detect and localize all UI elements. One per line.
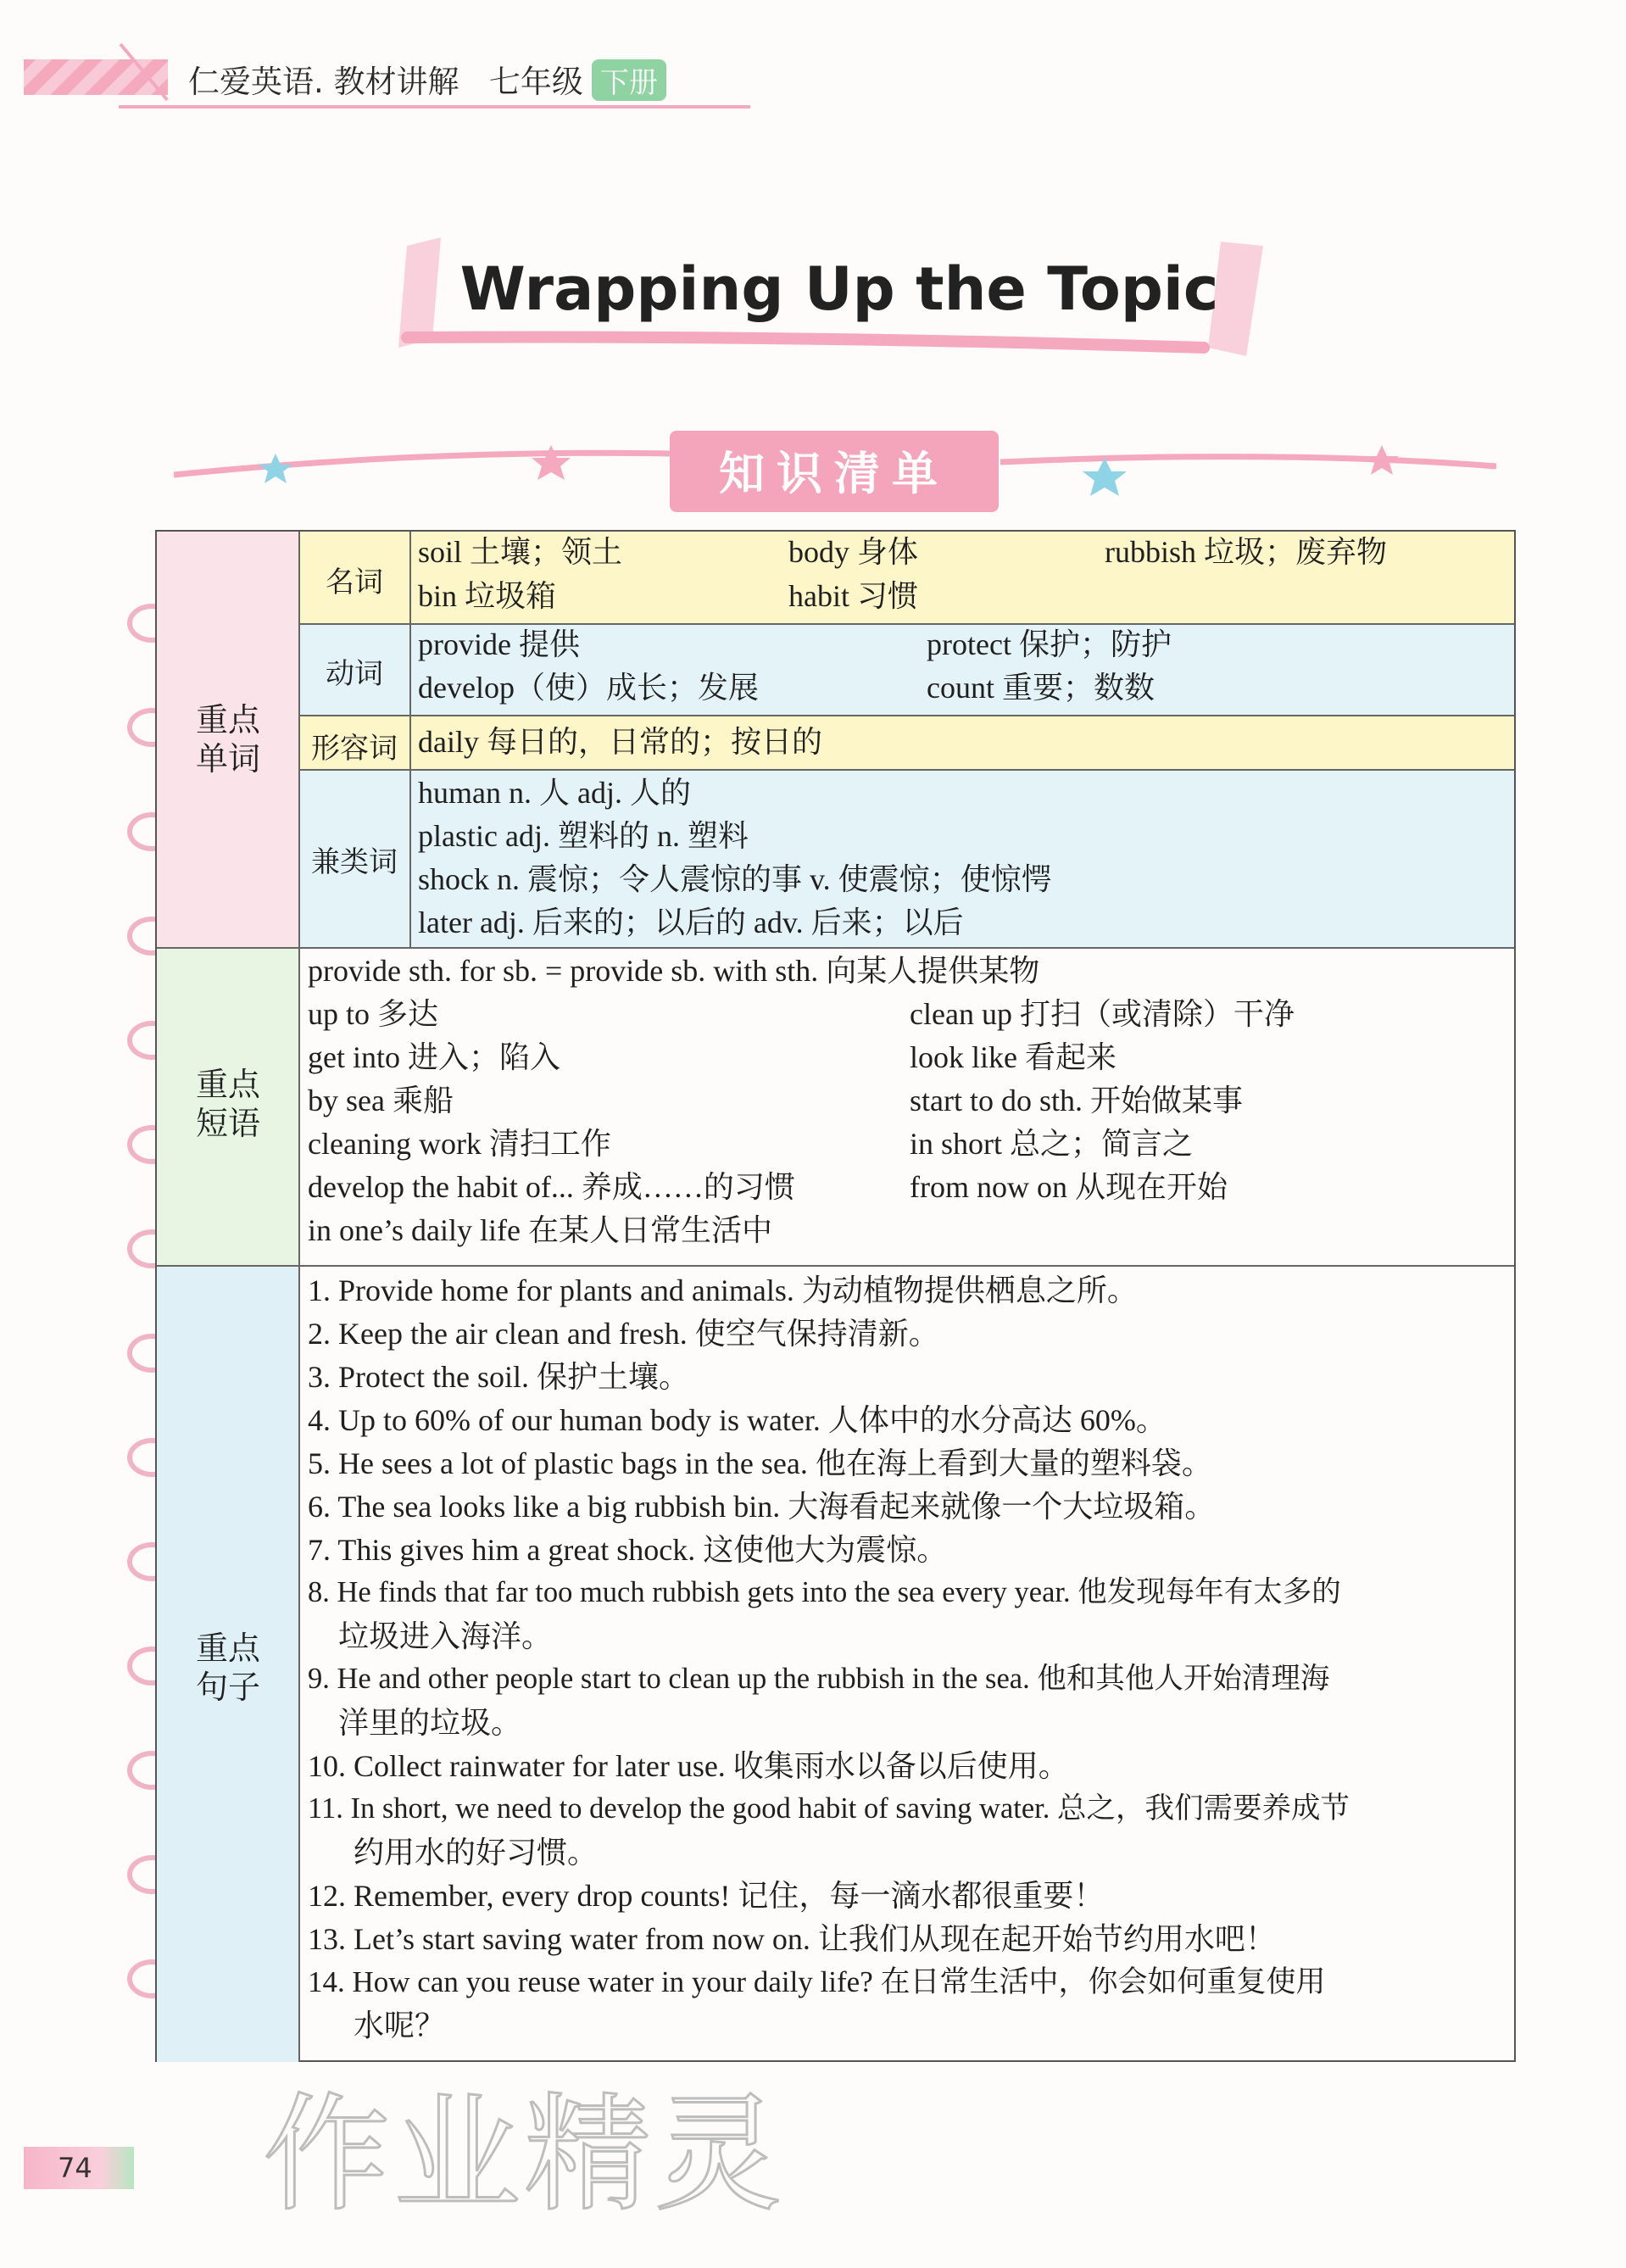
watermark: 作业精灵: [263, 2081, 786, 2229]
sentences-category: 重点 句子: [195, 1630, 260, 1706]
sentence-line: 13. Let’s start saving water from now on. 让我们从现在起开始节约用水吧！: [308, 1922, 1276, 1956]
phrase-item: in one’s daily life 在某人日常生活中: [308, 1213, 772, 1247]
sentence-line: 约用水的好习惯。: [354, 1836, 599, 1870]
word-item: bin 垃圾箱: [418, 579, 557, 613]
multi-label: 兼类词: [311, 847, 398, 878]
divider: [298, 715, 1514, 716]
divider: [409, 532, 411, 947]
word-item: develop（使）成长；发展: [418, 671, 759, 705]
word-item: shock n. 震惊；令人震惊的事 v. 使震惊；使惊愕: [418, 862, 1052, 896]
phrase-item: clean up 打扫（或清除）干净: [910, 997, 1295, 1031]
phrases-category: 重点 短语: [195, 1066, 260, 1142]
sentence-line: 1. Provide home for plants and animals. 为动植物提供栖息之所。: [308, 1273, 1138, 1307]
word-item: protect 保护；防护: [927, 627, 1172, 661]
sentence-line: 5. He sees a lot of plastic bags in the sea. 他在海上看到大量的塑料袋。: [308, 1446, 1212, 1480]
sentence-line: 2. Keep the air clean and fresh. 使空气保持清新。: [308, 1317, 939, 1351]
sentence-line: 11. In short, we need to develop the good habit of saving water. 总之，我们需要养成节: [308, 1792, 1350, 1825]
sentence-line: 10. Collect rainwater for later use. 收集雨水以备以后使用。: [308, 1749, 1069, 1783]
word-item: human n. 人 adj. 人的: [418, 776, 691, 810]
divider: [157, 947, 1514, 949]
page-number: 74: [58, 2152, 92, 2184]
sentence-line: 3. Protect the soil. 保护土壤。: [308, 1360, 689, 1394]
phrase-item: get into 进入；陷入: [308, 1040, 560, 1074]
phrase-item: in short 总之；简言之: [910, 1127, 1194, 1161]
word-item: plastic adj. 塑料的 n. 塑料: [418, 819, 749, 853]
word-item: later adj. 后来的；以后的 adv. 后来；以后: [418, 906, 964, 939]
divider: [157, 1265, 1514, 1267]
word-item: provide 提供: [418, 627, 580, 661]
divider: [298, 769, 1514, 771]
word-item: daily 每日的，日常的；按日的: [418, 725, 822, 759]
adj-label: 形容词: [311, 733, 398, 765]
divider: [298, 623, 1514, 625]
noun-label: 名词: [326, 567, 383, 599]
section-title: 知识清单: [719, 447, 949, 500]
words-category: 重点 单词: [195, 701, 260, 777]
sentence-line: 14. How can you reuse water in your daily life? 在日常生活中，你会如何重复使用: [308, 1965, 1326, 1998]
phrase-item: develop the habit of... 养成……的习惯: [308, 1170, 795, 1204]
sentence-line: 9. He and other people start to clean up the rubbish in the sea. 他和其他人开始清理海: [308, 1663, 1330, 1695]
phrase-item: start to do sth. 开始做某事: [910, 1084, 1243, 1117]
sentence-line: 8. He finds that far too much rubbish gets into the sea every year. 他发现每年有太多的: [308, 1576, 1341, 1608]
phrase-item: look like 看起来: [910, 1040, 1116, 1074]
word-item: soil 土壤；领土: [418, 535, 623, 569]
phrase-item: provide sth. for sb. = provide sb. with sth. 向某人提供某物: [308, 954, 1040, 988]
sentence-line: 洋里的垃圾。: [338, 1706, 522, 1740]
sentence-line: 12. Remember, every drop counts! 记住，每一滴水都很重要！: [308, 1879, 1105, 1913]
sentence-line: 水呢？: [354, 2009, 446, 2042]
sentence-line: 4. Up to 60% of our human body is water. 人体中的水分高达 60%。: [308, 1403, 1167, 1437]
word-item: body 身体: [788, 535, 919, 569]
sentence-line: 6. The sea looks like a big rubbish bin. 大海看起来就像一个大垃圾箱。: [308, 1490, 1216, 1524]
word-item: count 重要；数数: [927, 671, 1155, 705]
grade-label: 七年级: [488, 64, 583, 100]
book-title: [188, 56, 666, 102]
phrase-item: from now on 从现在开始: [910, 1170, 1228, 1204]
sentence-line: 垃圾进入海洋。: [338, 1619, 553, 1653]
phrase-item: up to 多达: [308, 997, 439, 1031]
phrase-item: by sea 乘船: [308, 1084, 454, 1117]
word-item: habit 习惯: [788, 579, 918, 613]
page-title: Wrapping Up the Topic: [459, 254, 1219, 324]
book-name: 仁爱英语. 教材讲解: [188, 64, 459, 100]
header-underline: [119, 105, 750, 109]
knowledge-table: [155, 530, 1516, 2062]
verb-label: 动词: [326, 659, 383, 690]
volume-badge: 下册: [592, 59, 666, 101]
word-item: rubbish 垃圾；废弃物: [1105, 535, 1388, 569]
phrase-item: cleaning work 清扫工作: [308, 1127, 611, 1161]
sentence-line: 7. This gives him a great shock. 这使他大为震惊。: [308, 1533, 948, 1567]
